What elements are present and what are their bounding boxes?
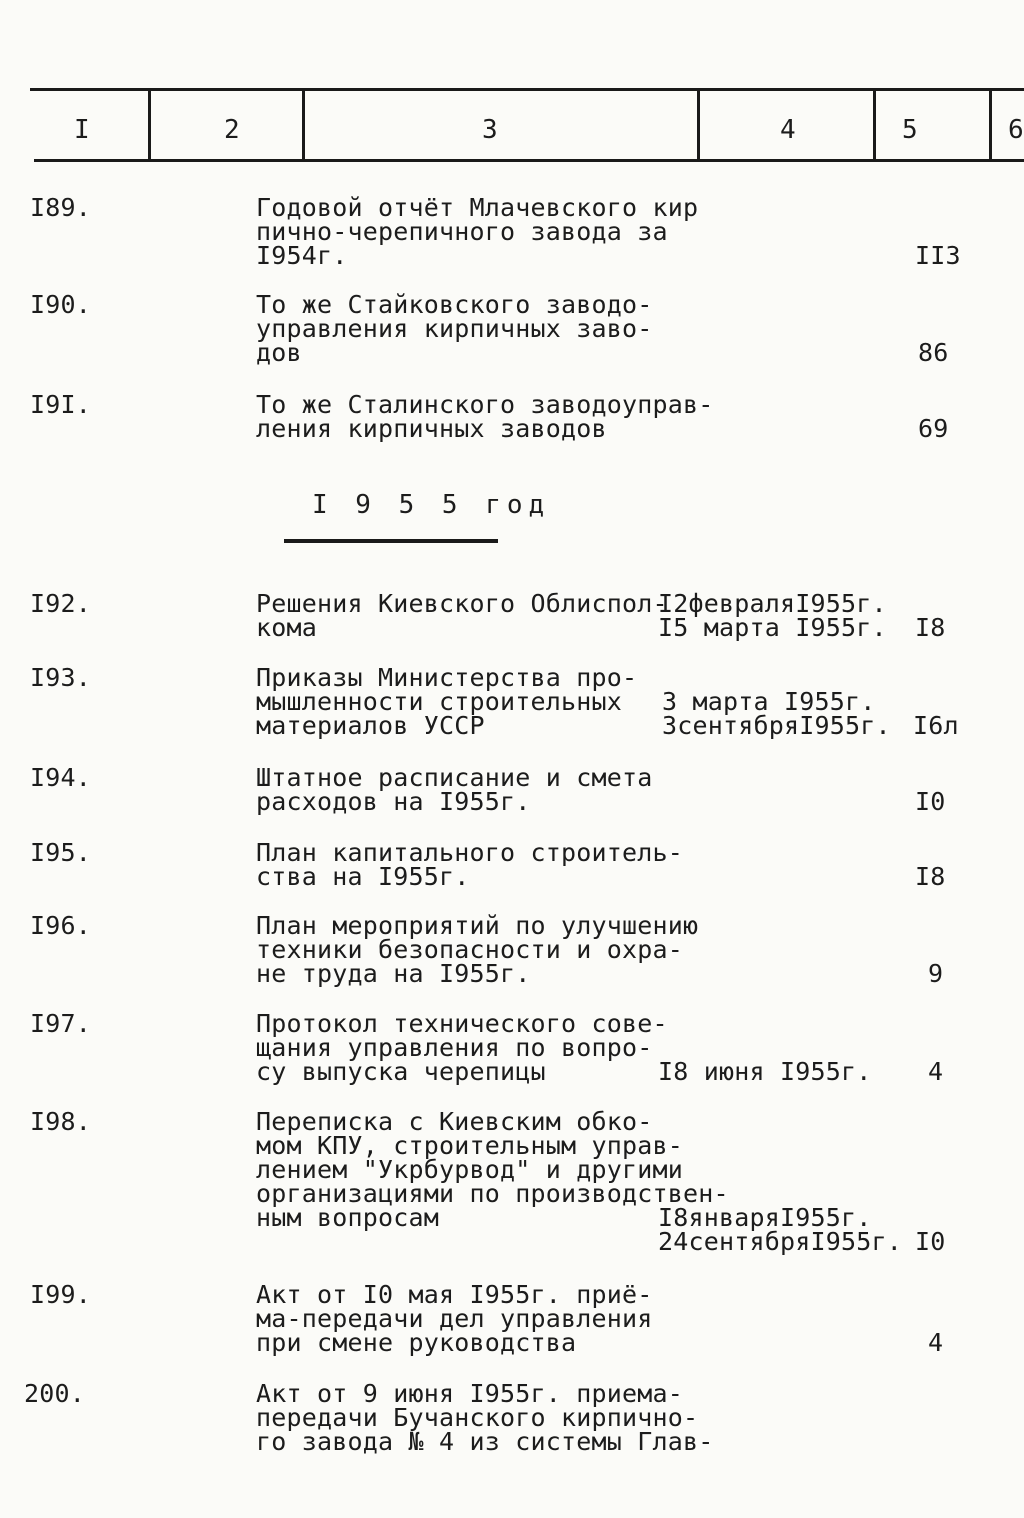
entry-title-line: Годовой отчёт Млачевского кир [256,193,699,222]
entry-title-line: То же Сталинского заводоуправ- [256,390,714,419]
entry-title-line: мышленности строительных [256,687,623,716]
entry-title-line: дов [256,338,302,367]
entry-title-line: не труда на I955г. [256,959,531,988]
entry-title-line: кома [256,613,318,642]
entry-date-line: I5 марта I955г. [658,613,887,642]
column-divider-2 [302,88,305,162]
entry-sheets: I8 [915,613,946,642]
entry-date-line: I8январяI955г. [658,1203,872,1232]
entry-number: I90. [30,290,92,319]
entry-sheets: I0 [915,787,946,816]
entry-sheets: 9 [928,959,944,988]
year-heading: I 9 5 5 год [312,490,551,520]
entry-title-line: ным вопросам [256,1203,440,1232]
entry-title-line: Приказы Министерства про- [256,663,638,692]
entry-sheets: 69 [918,414,949,443]
entry-title-line: ства на I955г. [256,862,470,891]
entry-date-line: I2февраляI955г. [658,589,887,618]
entry-title-line: Акт от I0 мая I955г. приё- [256,1280,653,1309]
entry-title-line: Протокол технического сове- [256,1009,668,1038]
entry-number: I94. [30,763,92,792]
entry-number: I92. [30,589,92,618]
entry-date-line: 24сентябряI955г. [658,1227,903,1256]
entry-title-line: Штатное расписание и смета [256,763,653,792]
entry-number: I97. [30,1009,92,1038]
entry-sheets: 4 [928,1328,944,1357]
entry-sheets: 86 [918,338,949,367]
entry-date-line: I8 июня I955г. [658,1057,872,1086]
column-divider-5 [989,88,992,162]
year-heading-underline [284,539,498,543]
entry-date-line: 3сентябряI955г. [662,711,891,740]
entry-title-line: го завода № 4 из системы Глав- [256,1427,714,1456]
entry-number: I93. [30,663,92,692]
entry-title-line: ления кирпичных заводов [256,414,607,443]
entry-title-line: материалов УССР [256,711,485,740]
entry-sheets: 4 [928,1057,944,1086]
entry-title-line: лением "Укрбурвод" и другими [256,1155,684,1184]
entry-number: 200. [24,1379,86,1408]
entry-number: I9I. [30,390,92,419]
entry-title-line: передачи Бучанского кирпично- [256,1403,699,1432]
column-divider-1 [148,88,151,162]
entry-number: I99. [30,1280,92,1309]
entry-date-line: 3 марта I955г. [662,687,876,716]
entry-title-line: План капитального строитель- [256,838,684,867]
entry-title-line: Решения Киевского Облиспол- [256,589,668,618]
entry-title-line: План мероприятий по улучшению [256,911,699,940]
entry-number: I96. [30,911,92,940]
entry-sheets: I6л [913,711,959,740]
entry-title-line: Акт от 9 июня I955г. приема- [256,1379,684,1408]
entry-sheets: I8 [915,862,946,891]
column-header-2: 2 [224,115,240,145]
column-header-5: 5 [902,115,918,145]
entry-title-line: I954г. [256,241,348,270]
entry-title-line: при смене руководства [256,1328,577,1357]
entry-title-line: пично-черепичного завода за [256,217,668,246]
entry-title-line: ма-передачи дел управления [256,1304,653,1333]
entry-title-line: су выпуска черепицы [256,1057,546,1086]
column-header-6: 6 [1008,115,1024,145]
column-header-4: 4 [780,115,796,145]
entry-title-line: расходов на I955г. [256,787,531,816]
entry-title-line: техники безопасности и охра- [256,935,684,964]
column-header-3: 3 [482,115,498,145]
entry-title-line: организациями по производствен- [256,1179,729,1208]
entry-number: I89. [30,193,92,222]
entry-number: I95. [30,838,92,867]
entry-title-line: управления кирпичных заво- [256,314,653,343]
column-header-1: I [74,115,90,145]
entry-number: I98. [30,1107,92,1136]
entry-title-line: щания управления по вопро- [256,1033,653,1062]
entry-sheets: I0 [915,1227,946,1256]
entry-title-line: Переписка с Киевским обко- [256,1107,653,1136]
entry-sheets: II3 [915,241,961,270]
entry-title-line: То же Стайковского заводо- [256,290,653,319]
column-divider-4 [873,88,876,162]
entry-title-line: мом КПУ, строительным управ- [256,1131,684,1160]
column-divider-3 [697,88,700,162]
